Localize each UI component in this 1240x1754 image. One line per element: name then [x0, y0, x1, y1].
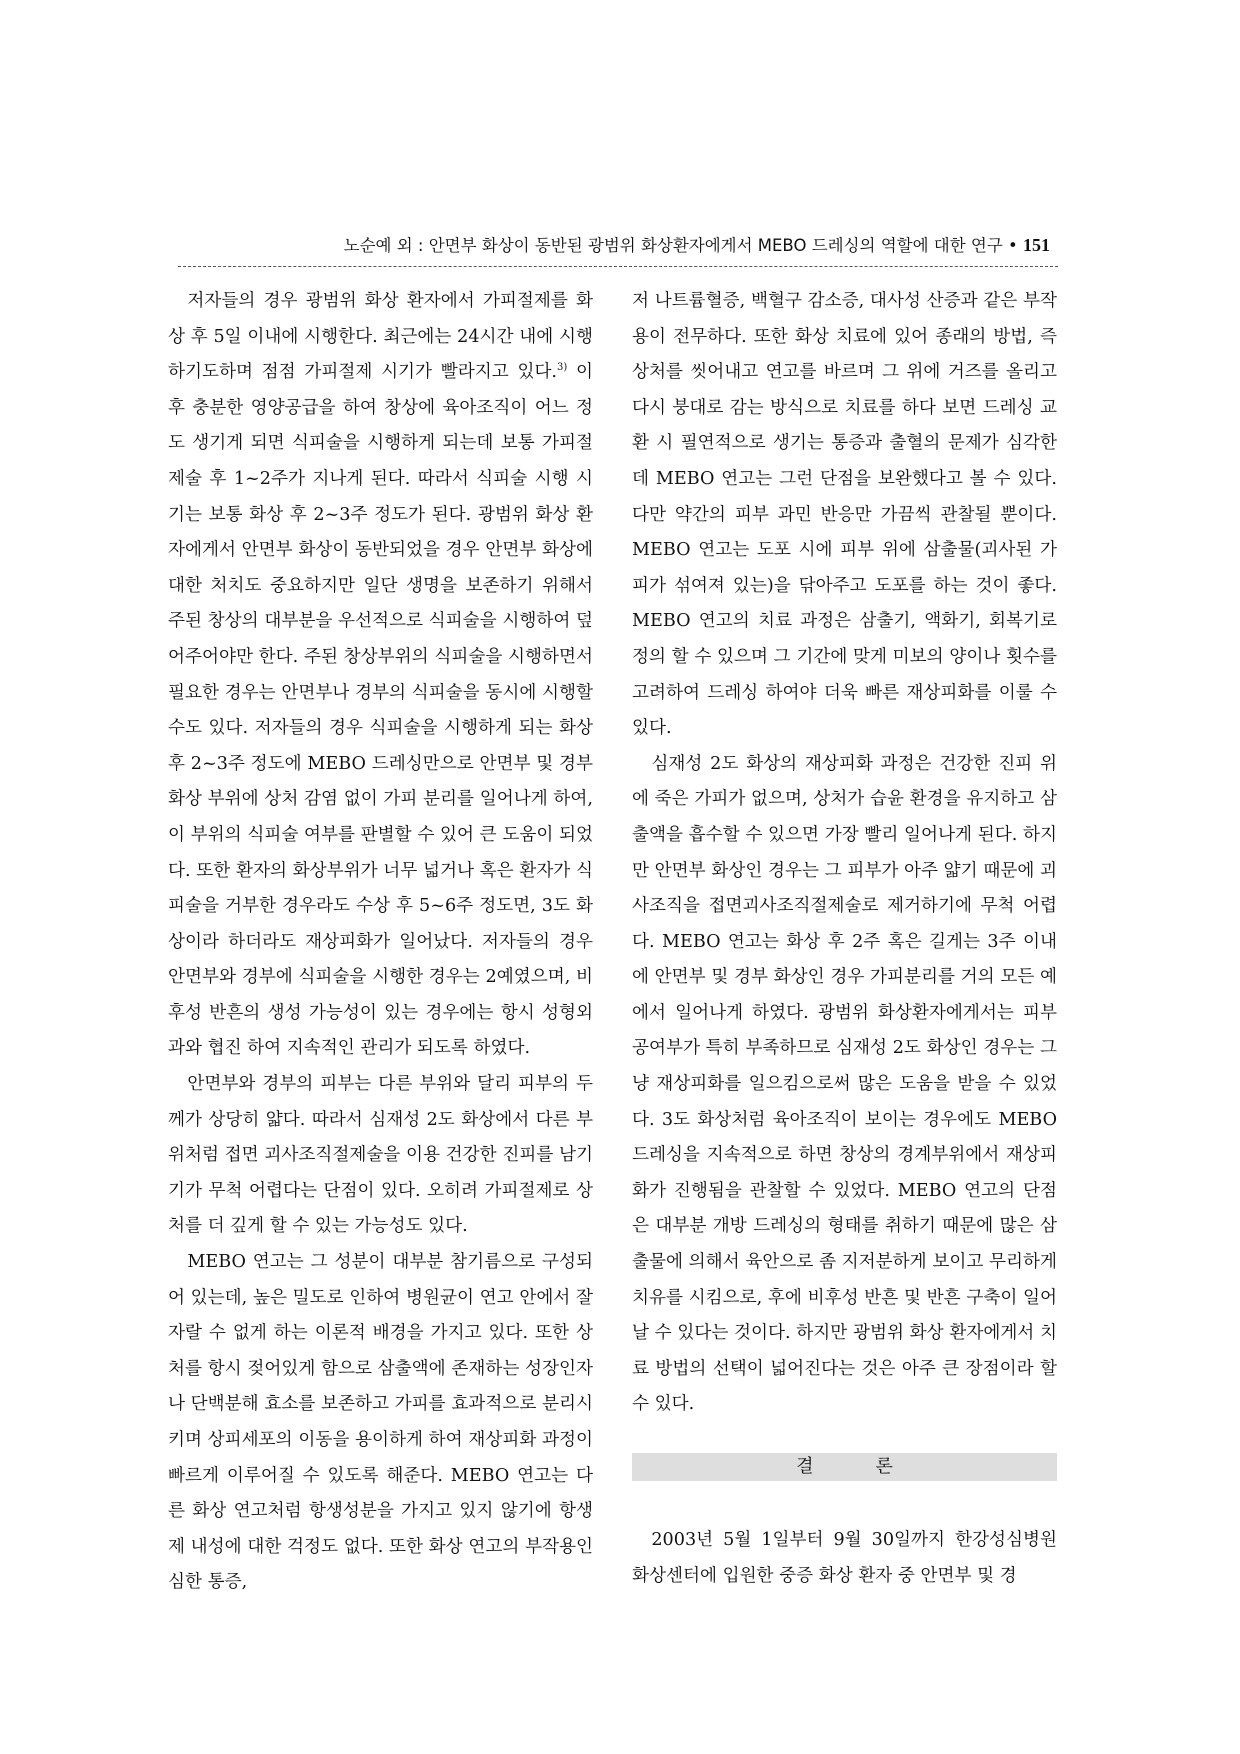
- section-heading-char: 결: [796, 1456, 814, 1477]
- paragraph: [168, 284, 593, 1067]
- paragraph-text: 저자들의 경우 광범위 화상 환자에서 가피절제를 화상 후 5일 이내에 시행한다. 최근에는 24시간 내에 시행하기도하며 점점 가피절제 시기가 빨라지고 있다.: [168, 291, 593, 383]
- right-column: [632, 284, 1057, 1594]
- reference-superscript: 3): [557, 362, 568, 374]
- paragraph-text: 이 후 충분한 영양공급을 하여 창상에 육아조직이 어느 정도 생기게 되면 식피술을 시행하게 되는데 보통 가피절제술 후 1~2주가 지나게 된다. 따라서 식피술 시행 시기는 보통 화상 후 2~3주 정도가 된다. 광범위 화상 환자에게서 안면부 화상이 동반되었을 경우 안면부 화상에 대한 처치도 중요하지만 일단 생명을 보존하기 위해서 주된 창상의 대부분을 우선적으로 식피술을 시행하여 덮어주어야만 한다. 주된 창상부위의 식피술을 시행하면서 필요한 경우는 안면부나 경부의 식피술을 동시에 시행할 수도 있다. 저자들의 경우 식피술을 시행하게 되는 화상 후 2~3주 정도에 MEBO 드레싱만으로 안면부 및 경부 화상 부위에 상처 감염 없이 가피 분리를 일어나게 하여, 이 부위의 식피술 여부를 판별할 수 있어 큰 도움이 되었다. 또한 환자의 화상부위가 너무 넓거나 혹은 환자가 식피술을 거부한 경우라도 수상 후 5~6주 정도면, 3도 화상이라 하더라도 재상피화가 일어났다. 저자들의 경우 안면부와 경부에 식피술을 시행한 경우는 2예였으며, 비후성 반흔의 생성 가능성이 있는 경우에는 항시 성형외과와 협진 하여 지속적인 관리가 되도록 하였다.: [168, 362, 593, 1059]
- section-heading-char: 론: [875, 1456, 893, 1477]
- running-header: [178, 232, 1050, 262]
- header-separator: •: [1002, 236, 1023, 255]
- page-number: 151: [1023, 235, 1050, 255]
- section-heading-conclusion: [632, 1453, 1057, 1481]
- paragraph: 2003년 5월 1일부터 9월 30일까지 한강성심병원 화상센터에 입원한 중증 화상 환자 중 안면부 및 경: [632, 1530, 1057, 1586]
- paragraph: 안면부와 경부의 피부는 다른 부위와 달리 피부의 두께가 상당히 얇다. 따라서 심재성 2도 화상에서 다른 부위처럼 접면 괴사조직절제술을 이용 건강한 진피를 남기기가 무척 어렵다는 단점이 있다. 오히려 가피절제로 상처를 더 깊게 할 수 있는 가능성도 있다.: [168, 1074, 593, 1237]
- left-column: [168, 284, 593, 1601]
- header-rule: [178, 266, 1058, 267]
- paragraph: 심재성 2도 화상의 재상피화 과정은 건강한 진피 위에 죽은 가피가 없으며, 상처가 습윤 환경을 유지하고 삼출액을 흡수할 수 있으면 가장 빨리 일어나게 된다. 하지만 안면부 화상인 경우는 그 피부가 아주 얇기 때문에 괴사조직을 접면괴사조직절제술로 제거하기에 무척 어렵다. MEBO 연고는 화상 후 2주 혹은 길게는 3주 이내에 안면부 및 경부 화상인 경우 가피분리를 거의 모든 예에서 일어나게 하였다. 광범위 화상환자에게서는 피부 공여부가 특히 부족하므로 심재성 2도 화상인 경우는 그냥 재상피화를 일으킴으로써 많은 도움을 받을 수 있었다. 3도 화상처럼 육아조직이 보이는 경우에도 MEBO 드레싱을 지속적으로 하면 창상의 경계부위에서 재상피화가 진행됨을 관찰할 수 있었다. MEBO 연고의 단점은 대부분 개방 드레싱의 형태를 취하기 때문에 많은 삼출물에 의해서 육안으로 좀 지저분하게 보이고 무리하게 치유를 시킴으로, 후에 비후성 반흔 및 반흔 구축이 일어날 수 있다는 것이다. 하지만 광범위 화상 환자에게서 치료 방법의 선택이 넓어진다는 것은 아주 큰 장점이라 할 수 있다.: [632, 753, 1057, 1415]
- paragraph: MEBO 연고는 그 성분이 대부분 참기름으로 구성되어 있는데, 높은 밀도로 인하여 병원균이 연고 안에서 잘 자랄 수 없게 하는 이론적 배경을 가지고 있다. 또한 상처를 항시 젖어있게 함으로 삼출액에 존재하는 성장인자나 단백분해 효소를 보존하고 가피를 효과적으로 분리시키며 상피세포의 이동을 용이하게 하여 재상피화 과정이 빠르게 이루어질 수 있도록 해준다. MEBO 연고는 다른 화상 연고처럼 항생성분을 가지고 있지 않기에 항생제 내성에 대한 걱정도 없다. 또한 화상 연고의 부작용인 심한 통증,: [168, 1252, 593, 1593]
- paragraph: 저 나트륨혈증, 백혈구 감소증, 대사성 산증과 같은 부작용이 전무하다. 또한 화상 치료에 있어 종래의 방법, 즉 상처를 씻어내고 연고를 바르며 그 위에 거즈를 올리고 다시 붕대로 감는 방식으로 치료를 하다 보면 드레싱 교환 시 필연적으로 생기는 통증과 출혈의 문제가 심각한데 MEBO 연고는 그런 단점을 보완했다고 볼 수 있다. 다만 약간의 피부 과민 반응만 가끔씩 관찰될 뿐이다. MEBO 연고는 도포 시에 피부 위에 삼출물(괴사된 가피가 섞여져 있는)을 닦아주고 도포를 하는 것이 좋다. MEBO 연고의 치료 과정은 삼출기, 액화기, 회복기로 정의 할 수 있으며 그 기간에 맞게 미보의 양이나 횟수를 고려하여 드레싱 하여야 더욱 빠른 재상피화를 이룰 수 있다.: [632, 291, 1057, 739]
- running-title: 노순예 외 : 안면부 화상이 동반된 광범위 화상환자에게서 MEBO 드레싱의 역할에 대한 연구: [343, 236, 1003, 255]
